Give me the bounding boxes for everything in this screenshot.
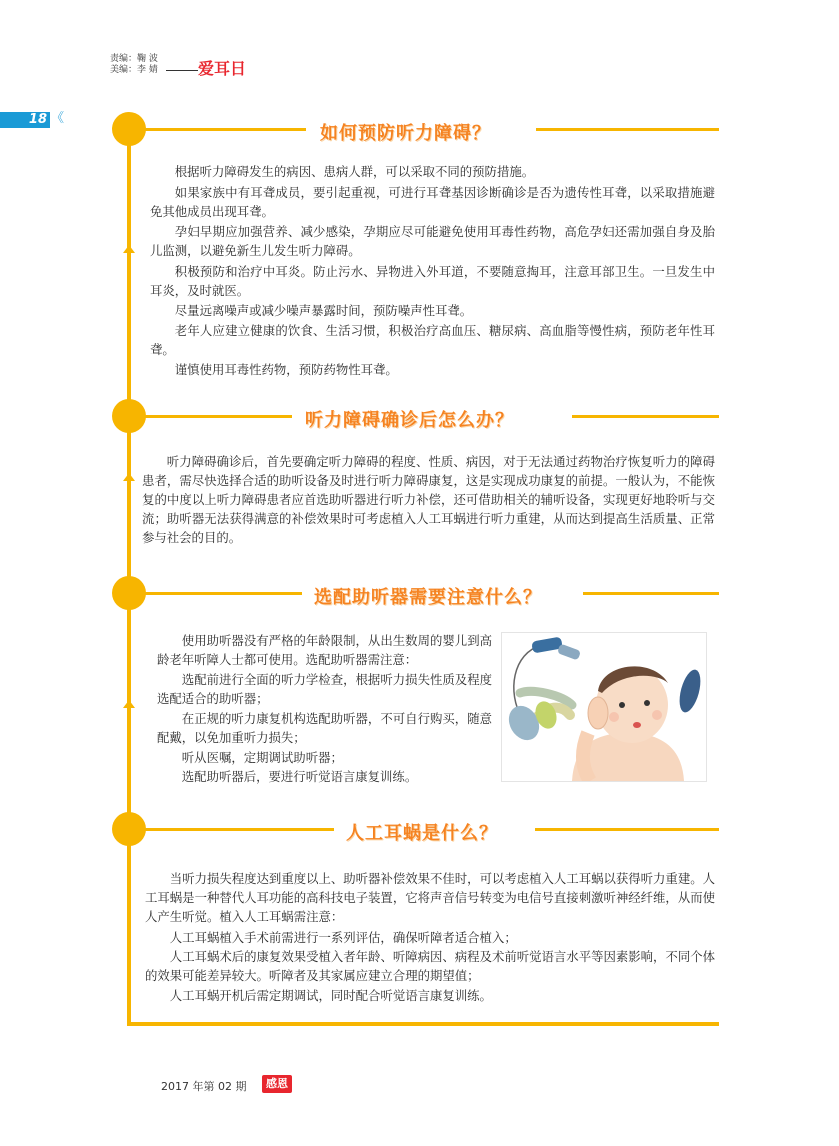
page-number-tab <box>0 112 50 128</box>
editor-line: 责编：鞠 波 <box>110 54 158 64</box>
magazine-logo: 感恩 <box>262 1075 292 1093</box>
baby-hearing-aid-icon <box>502 633 706 781</box>
hearing-aid-illustration <box>501 632 707 782</box>
section-title-prevent: 如何预防听力障碍？ <box>320 123 491 144</box>
title-line-left <box>140 592 302 595</box>
page-arrow-icon: 《 <box>51 111 65 126</box>
timeline-arrow-icon <box>123 473 135 481</box>
paragraph: 使用助听器没有严格的年龄限制，从出生数周的婴儿到高龄老年听障人士都可使用。选配助听器需注意： <box>157 633 492 667</box>
editor-credits <box>110 54 158 76</box>
title-line-left <box>140 415 292 418</box>
paragraph: 人工耳蜗植入手术前需进行一系列评估，确保听障者适合植入； <box>169 930 517 945</box>
section-title-cochlear-implant: 人工耳蜗是什么？ <box>346 823 498 844</box>
title-line-right <box>572 415 719 418</box>
bottom-rule <box>127 1022 719 1026</box>
title-line-left <box>140 128 306 131</box>
timeline-arrow-icon <box>123 245 135 253</box>
issue-number: 2017 年第 02 期 <box>161 1080 247 1093</box>
paragraph: 当听力损失程度达到重度以上、助听器补偿效果不佳时，可以考虑植入人工耳蜗以获得听力重建。人工耳蜗是一种替代人耳功能的高科技电子装置，它将声音信号转变为电信号直接刺激听神经纤维，从而使人产生听觉。植入人工耳蜗需注意： <box>145 871 715 924</box>
paragraph: 根据听力障碍发生的病因、患病人群，可以采取不同的预防措施。 <box>174 164 535 179</box>
paragraph: 积极预防和治疗中耳炎。防止污水、异物进入外耳道，不要随意掏耳，注意耳部卫生。一旦发生中耳炎，及时就医。 <box>150 264 715 298</box>
section-title-hearing-aid: 选配助听器需要注意什么？ <box>314 587 542 608</box>
paragraph: 听从医嘱，定期调试助听器； <box>181 750 343 765</box>
page-number: 18 <box>28 112 47 127</box>
paragraph: 听力障碍确诊后，首先要确定听力障碍的程度、性质、病因，对于无法通过药物治疗恢复听力的障碍患者，需尽快选择合适的助听设备及时进行听力障碍康复，这是实现成功康复的前提。一般认为，不能恢复的中度以上听力障碍患者应首选助听器进行听力补偿，还可借助相关的辅听设备，实现更好地聆听与交流；助听器无法获得满意的补偿效果时可考虑植入人工耳蜗进行听力重建，从而达到提高生活质量、正常参与社会的目的。 <box>142 454 715 545</box>
paragraph: 人工耳蜗开机后需定期调试，同时配合听觉语言康复训练。 <box>169 988 492 1003</box>
column-name: 爱耳日 <box>198 59 247 78</box>
paragraph: 人工耳蜗术后的康复效果受植入者年龄、听障病因、病程及术前听觉语言水平等因素影响，不同个体的效果可能差异较大。听障者及其家属应建立合理的期望值； <box>145 949 715 983</box>
paragraph: 孕妇早期应加强营养、减少感染，孕期应尽可能避免使用耳毒性药物，高危孕妇还需加强自身及胎儿监测，以避免新生儿发生听力障碍。 <box>150 224 715 258</box>
section-title-after-diagnosis: 听力障碍确诊后怎么办？ <box>305 410 514 431</box>
paragraph: 尽量远离噪声或减少噪声暴露时间，预防噪声性耳聋。 <box>174 303 473 318</box>
title-line-right <box>536 128 719 131</box>
paragraph: 在正规的听力康复机构选配助听器，不可自行购买，随意配戴，以免加重听力损失； <box>157 711 492 745</box>
timeline-arrow-icon <box>123 700 135 708</box>
paragraph: 选配前进行全面的听力学检查，根据听力损失性质及程度选配适合的助听器； <box>157 672 492 706</box>
paragraph: 如果家族中有耳聋成员，要引起重视，可进行耳聋基因诊断确诊是否为遗传性耳聋，以采取措施避免其他成员出现耳聋。 <box>150 185 715 219</box>
paragraph: 选配助听器后，要进行听觉语言康复训练。 <box>181 769 418 784</box>
title-line-right <box>535 828 719 831</box>
art-editor-line: 美编：李 婧 <box>110 65 158 75</box>
paragraph: 老年人应建立健康的饮食、生活习惯，积极治疗高血压、糖尿病、高血脂等慢性病，预防老年性耳聋。 <box>150 323 715 357</box>
title-line-left <box>140 828 334 831</box>
header-divider <box>166 70 198 71</box>
paragraph: 谨慎使用耳毒性药物，预防药物性耳聋。 <box>174 362 398 377</box>
title-line-right <box>583 592 719 595</box>
